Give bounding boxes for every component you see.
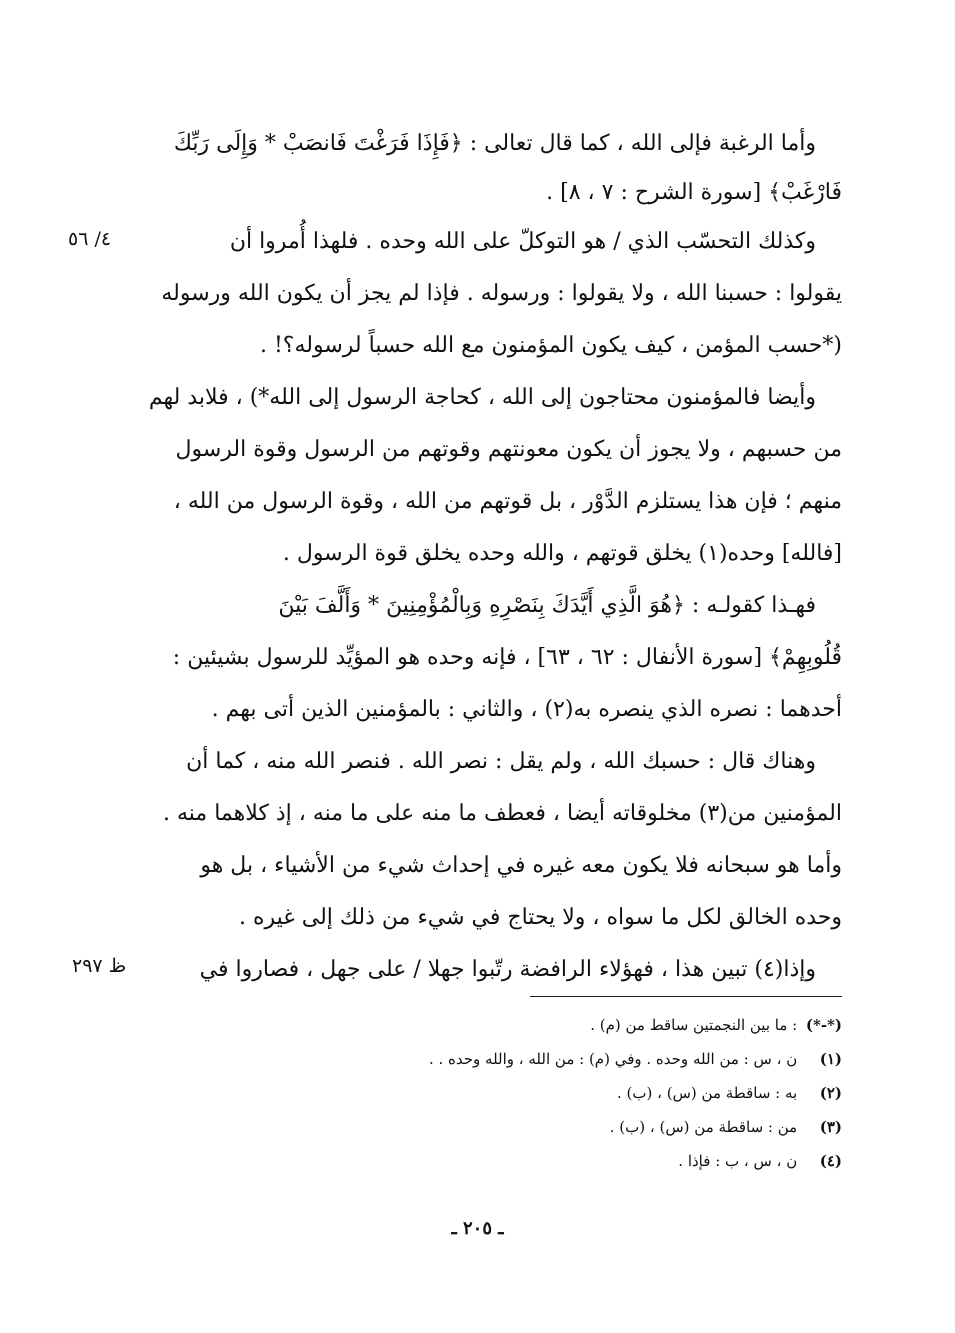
- text-line: وأما الرغبة فإلى الله ، كما قال تعالى : ﴿فَإِذَا فَرَغْتَ فَانصَبْ * وَإِلَى رَبِّكَ: [173, 131, 816, 156]
- footnote-number: (١): [819, 1050, 842, 1068]
- footnote-text: ن ، س : من الله وحده . وفي (م) : من الله ، والله وحده . .: [428, 1050, 798, 1068]
- text-line: منهم ؛ فإن هذا يستلزم الدَّوْر ، بل قوتهم من الله ، وقوة الرسول من الله ،: [173, 489, 842, 514]
- text-line: المؤمنين من(٣) مخلوقاته أيضا ، فعطف ما منه على ما منه ، إذ كلاهما منه .: [163, 801, 842, 826]
- page-number: ـ ٢٠٥ ـ: [451, 1218, 504, 1239]
- text-line: وكذلك التحسّب الذي / هو التوكلّ على الله وحده . فلهذا أُمروا أن: [229, 229, 816, 254]
- text-line: يقولوا : حسبنا الله ، ولا يقولوا : ورسوله . فإذا لم يجز أن يكون الله ورسوله: [161, 281, 842, 306]
- text-line: فهـذا كقولـه : ﴿هُوَ الَّذِي أَيَّدَكَ بِنَصْرِهِ وَبِالْمُؤْمِنِينَ * وَأَلَّفَ بَيْنَ: [278, 593, 816, 618]
- body-text: [130, 118, 842, 996]
- footnote: [130, 1008, 842, 1042]
- footnote: [130, 1110, 842, 1144]
- footnote-number: (٢): [819, 1084, 842, 1102]
- text-line: وإذا(٤) تبين هذا ، فهؤلاء الرافضة رتّبوا جهلا / على جهل ، فصاروا في: [199, 957, 816, 982]
- footnotes: [130, 1008, 842, 1178]
- text-line: فَارْغَبْ﴾ [سورة الشرح : ٧ ، ٨] .: [546, 180, 842, 205]
- footnote-number: (٣): [819, 1118, 842, 1136]
- footnote: [130, 1076, 842, 1110]
- footnote: [130, 1144, 842, 1178]
- text-line: [فالله] وحده(١) يخلق قوتهم ، والله وحده يخلق قوة الرسول .: [282, 541, 842, 566]
- text-line: (*حسب المؤمن ، كيف يكون المؤمنون مع الله حسباً لرسوله؟! .: [259, 333, 842, 358]
- text-line: أحدهما : نصره الذي ينصره به(٢) ، والثاني : بالمؤمنين الذين أتى بهم .: [211, 697, 842, 722]
- text-line: قُلُوبِهِمْ﴾ [سورة الأنفال : ٦٢ ، ٦٣] ، فإنه وحده هو المؤيِّد للرسول بشيئين :: [172, 645, 842, 670]
- text-line: وأيضا فالمؤمنون محتاجون إلى الله ، كحاجة الرسول إلى الله*) ، فلابد لهم: [148, 385, 816, 410]
- footnote-number: (٤): [819, 1152, 842, 1170]
- footnote-text: : ما بين النجمتين ساقط من (م) .: [590, 1016, 798, 1034]
- footnote-number: (*-*): [805, 1016, 842, 1034]
- text-line: وهناك قال : حسبك الله ، ولم يقل : نصر الله . فنصر الله منه ، كما أن: [186, 749, 816, 774]
- footnote-text: ن ، س ، ب : فإذا .: [678, 1152, 798, 1170]
- footnote-text: من : ساقطة من (س) ، (ب) .: [609, 1118, 798, 1136]
- text-line: وأما هو سبحانه فلا يكون معه غيره في إحداث شيء من الأشياء ، بل هو: [200, 853, 842, 878]
- margin-reference-volume-page: ٤/ ٥٦: [68, 228, 112, 250]
- footnote-text: به : ساقطة من (س) ، (ب) .: [617, 1084, 798, 1102]
- text-line: وحده الخالق لكل ما سواه ، ولا يحتاج في شيء من ذلك إلى غيره .: [238, 905, 842, 930]
- footnote: [130, 1042, 842, 1076]
- text-line: من حسبهم ، ولا يجوز أن يكون معونتهم وقوتهم من الرسول وقوة الرسول: [175, 437, 842, 462]
- margin-reference-manuscript-folio: ظ ٢٩٧: [72, 955, 127, 977]
- footnote-divider: [530, 996, 842, 997]
